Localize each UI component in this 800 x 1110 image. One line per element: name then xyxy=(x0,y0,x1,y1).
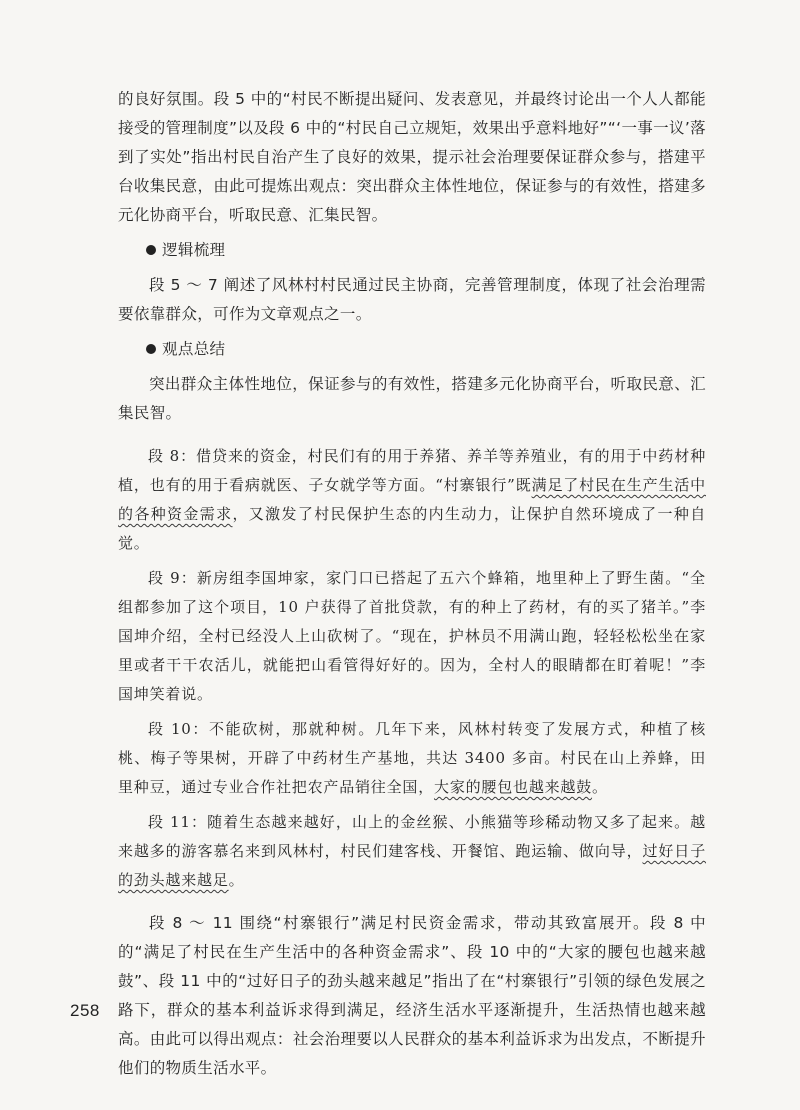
intro-paragraph: 的良好氛围。段 5 中的“村民不断提出疑问、发表意见，并最终讨论出一个人人都能接受的管理制度”以及段 6 中的“村民自己立规矩，效果出乎意料地好”“‘一事一议’落到了实处”指出村民自治产生了良好的效果，提示社会治理要保证群众参与，搭建平台收集民意，由此可提炼出观点：突出群众主体性地位，保证参与的有效性，搭建多元化协商平台，听取民意、汇集民智。 xyxy=(118,90,706,224)
paragraph-10-text: 段 10：不能砍树，那就种树。几年下来，风林村转变了发展方式，种植了核桃、梅子等果树，开辟了中药材生产基地，共达 3400 多亩。村民在山上养蜂，田里种豆，通过专业合作社把农产品销往全国， xyxy=(118,720,706,796)
paragraph-11-text-end: 。 xyxy=(228,871,245,889)
paragraph-8-text: 段 8：借贷来的资金，村民们有的用于养猪、养羊等养殖业，有的用于中药材种植，也有的用于看病就医、子女就学等方面。“村寨银行”既 xyxy=(118,447,706,494)
paragraph-11-underline: 过好日子的劲头越来越足 xyxy=(118,842,706,889)
paragraph-10-text-end: 。 xyxy=(592,778,608,796)
paragraph-10-underline: 大家的腰包也越来越鼓 xyxy=(434,778,593,796)
paragraph-11-text: 段 11：随着生态越来越好，山上的金丝猴、小熊猫等珍稀动物又多了起来。越来越多的游客慕名来到风林村，村民们建客栈、开餐馆、跑运输、做向导， xyxy=(118,813,706,860)
summary-heading xyxy=(146,335,706,364)
paragraph-11 xyxy=(118,808,706,895)
paragraph-8-text-end: ，又激发了村民保护生态的内生动力，让保护自然环境成了一种自觉。 xyxy=(118,505,707,552)
text-body xyxy=(118,85,706,1083)
bullet-icon xyxy=(146,245,156,255)
paragraph-8 xyxy=(118,442,706,558)
paragraph-9: 段 9：新房组李国坤家，家门口已搭起了五六个蜂箱，地里种上了野生菌。“全组都参加了这个项目，10 户获得了首批贷款，有的种上了药材，有的买了猪羊。”李国坤介绍，全村已经没人上山砍树了。“现在，护林员不用满山跑，轻轻松松坐在家里或者干干农活儿，就能把山看管得好好的。因为，全村人的眼睛都在盯着呢！”李国坤笑着说。 xyxy=(118,569,706,703)
bullet-icon xyxy=(146,344,156,354)
paragraph-10 xyxy=(118,715,706,802)
analysis-paragraph: 段 8 ～ 11 围绕“村寨银行”满足村民资金需求，带动其致富展开。段 8 中的“满足了村民在生产生活中的各种资金需求”、段 10 中的“大家的腰包也越来越鼓”、段 11 中的“过好日子的劲头越来越足”指出了在“村寨银行”引领的绿色发展之路下，群众的基本利益诉求得到满足，经济生活水平逐渐提升，生活热情也越来越高。由此可以得出观点：社会治理要以人民群众的基本利益诉求为出发点，不断提升他们的物质生活水平。 xyxy=(118,914,706,1077)
summary-paragraph: 突出群众主体性地位，保证参与的有效性，搭建多元化协商平台，听取民意、汇集民智。 xyxy=(118,375,706,422)
page-number: 258 xyxy=(70,1001,100,1020)
paragraph-8-underline: 满足了村民在生产生活中的各种资金需求 xyxy=(118,476,706,523)
summary-heading-label: 观点总结 xyxy=(162,340,226,358)
logic-paragraph: 段 5 ～ 7 阐述了风林村村民通过民主协商，完善管理制度，体现了社会治理需要依靠群众，可作为文章观点之一。 xyxy=(118,276,706,323)
logic-heading-label: 逻辑梳理 xyxy=(162,241,226,259)
logic-heading xyxy=(146,236,706,265)
